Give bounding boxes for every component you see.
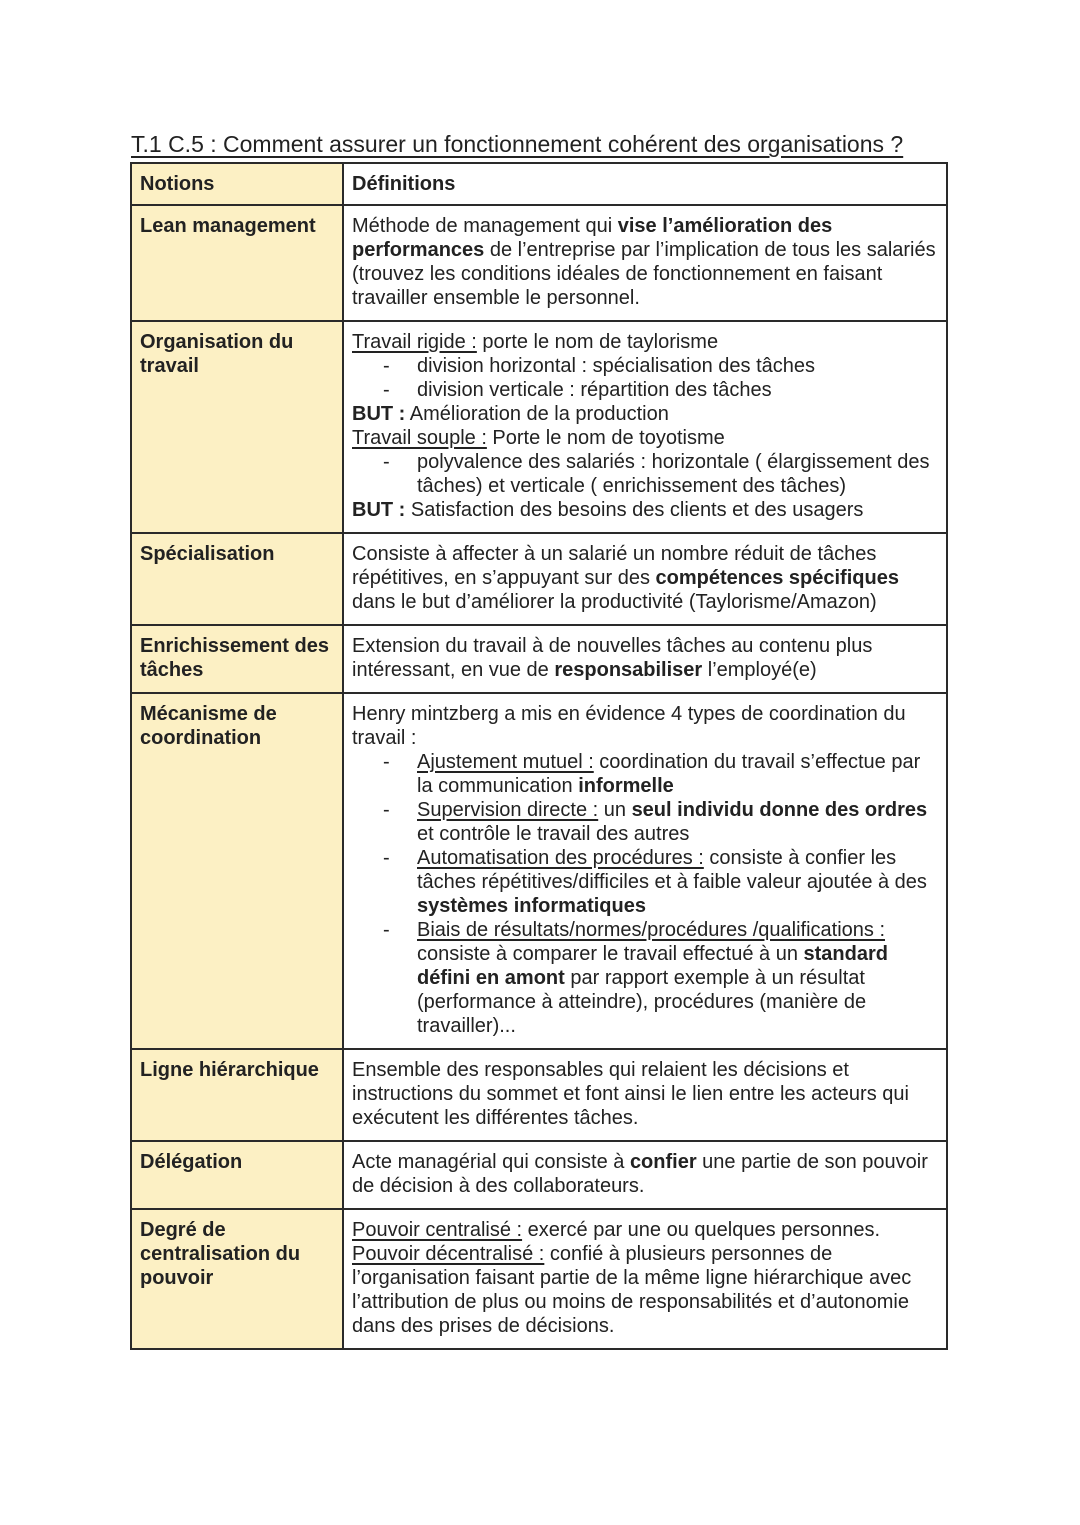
coordination-intro: Henry mintzberg a mis en évidence 4 types de coordination du travail : xyxy=(352,703,906,749)
goal-label: BUT : xyxy=(352,403,406,425)
list-item xyxy=(417,846,938,918)
decentralized-power-line xyxy=(352,1242,938,1338)
notion-cell: Spécialisation xyxy=(131,533,343,625)
notion-cell: Enrichissement des tâches xyxy=(131,625,343,693)
list-item: - division horizontal : spécialisation des tâches xyxy=(417,354,938,378)
underlined-text-segment: Supervision directe : xyxy=(417,799,599,821)
bold-text-segment: responsabiliser xyxy=(554,659,703,681)
text-segment: dans le but d’améliorer la productivité (Taylorisme/Amazon) xyxy=(352,591,877,613)
table-row xyxy=(131,1141,947,1209)
bold-text-segment: compétences spécifiques xyxy=(655,567,899,589)
table-row xyxy=(131,1049,947,1141)
notion-cell: Ligne hiérarchique xyxy=(131,1049,343,1141)
centralized-power-text: exercé par une ou quelques personnes. xyxy=(522,1219,881,1241)
definition-cell xyxy=(343,205,947,321)
definition-cell xyxy=(343,533,947,625)
underlined-text-segment: Biais de résultats/normes/procédures /qualifications : xyxy=(417,919,886,941)
decentralized-power-label: Pouvoir décentralisé : xyxy=(352,1243,545,1265)
table-row xyxy=(131,533,947,625)
notion-cell: Lean management xyxy=(131,205,343,321)
text-segment: consiste à comparer le travail effectué à un xyxy=(417,943,804,965)
centralized-power-line xyxy=(352,1218,938,1242)
table-header-row xyxy=(131,163,947,205)
text-segment: coordination du travail s’effectue par la communication xyxy=(417,751,921,797)
header-definitions: Définitions xyxy=(343,163,947,205)
goal-label: BUT : xyxy=(352,499,406,521)
definition-cell xyxy=(343,1049,947,1141)
flexible-work-line xyxy=(352,426,938,450)
definition-cell xyxy=(343,1209,947,1349)
centralized-power-label: Pouvoir centralisé : xyxy=(352,1219,523,1241)
table-row xyxy=(131,693,947,1049)
text-segment: et contrôle le travail des autres xyxy=(417,823,690,845)
text-segment: une partie de son pouvoir de décision à des collaborateurs. xyxy=(352,1151,928,1197)
underlined-text-segment: Automatisation des procédures : xyxy=(417,847,704,869)
notion-cell: Organisation du travail xyxy=(131,321,343,533)
bold-text-segment: systèmes informatiques xyxy=(417,895,646,917)
definition-cell xyxy=(343,693,947,1049)
text-segment: par rapport exemple à un résultat (performance à atteindre), procédures (manière de travailler)... xyxy=(417,967,867,1037)
header-notions: Notions xyxy=(131,163,343,205)
list-item xyxy=(417,918,938,1038)
text-segment: Acte managérial qui consiste à xyxy=(352,1151,630,1173)
rigid-work-list xyxy=(352,354,938,402)
rigid-work-text: porte le nom de taylorisme xyxy=(476,331,719,353)
page-title: T.1 C.5 : Comment assurer un fonctionnement cohérent des organisations ? xyxy=(131,131,904,157)
bold-text-segment: informelle xyxy=(578,775,674,797)
table-row xyxy=(131,1209,947,1349)
text-segment: consiste à confier les tâches répétitives/difficiles et à faible valeur ajoutée à des xyxy=(417,847,927,893)
bold-text-segment: vise l’amélioration des performances xyxy=(352,215,833,261)
table-row xyxy=(131,321,947,533)
text-segment: Extension du travail à de nouvelles tâches au contenu plus intéressant, en vue de xyxy=(352,635,873,681)
notion-cell: Délégation xyxy=(131,1141,343,1209)
list-item xyxy=(417,798,938,846)
list-item: - polyvalence des salariés : horizontale ( élargissement des tâches) et verticale ( enrichissement des tâches) xyxy=(417,450,938,498)
notions-table xyxy=(130,162,948,1350)
coordination-list xyxy=(352,750,938,1038)
decentralized-power-text: confié à plusieurs personnes de l’organisation faisant partie de la même ligne hiérarchique avec l’attribution de plus ou moins de responsabilités et d’autonomie dans des prises de décisions. xyxy=(352,1243,912,1337)
table-row xyxy=(131,625,947,693)
bold-text-segment: seul individu donne des ordres xyxy=(631,799,928,821)
text-segment: un xyxy=(598,799,632,821)
notion-cell: Degré de centralisation du pouvoir xyxy=(131,1209,343,1349)
text-segment: l’employé(e) xyxy=(702,659,817,681)
notion-cell: Mécanisme de coordination xyxy=(131,693,343,1049)
table-row xyxy=(131,205,947,321)
goal-line xyxy=(352,498,938,522)
flexible-work-list xyxy=(352,450,938,498)
underlined-text-segment: Ajustement mutuel : xyxy=(417,751,594,773)
definition-cell xyxy=(343,625,947,693)
flexible-work-text: Porte le nom de toyotisme xyxy=(486,427,725,449)
list-item: - division verticale : répartition des tâches xyxy=(417,378,938,402)
definition-cell xyxy=(343,1141,947,1209)
goal-text: Amélioration de la production xyxy=(405,403,669,425)
text-segment: de l’entreprise par l’implication de tous les salariés (trouvez les conditions idéales de fonctionnement en faisant travailler ensemble le personnel. xyxy=(352,239,936,309)
bold-text-segment: confier xyxy=(629,1151,697,1173)
list-item xyxy=(417,750,938,798)
goal-text: Satisfaction des besoins des clients et des usagers xyxy=(405,499,864,521)
rigid-work-label: Travail rigide : xyxy=(352,331,477,353)
text-segment: Consiste à affecter à un salarié un nombre réduit de tâches répétitives, en s’appuyant sur des xyxy=(352,543,877,589)
text-segment: Ensemble des responsables qui relaient les décisions et instructions du sommet et font ainsi le lien entre les acteurs qui exécutent les différentes tâches. xyxy=(352,1059,909,1129)
rigid-work-line xyxy=(352,330,938,354)
definition-cell xyxy=(343,321,947,533)
bold-text-segment: standard défini en amont xyxy=(417,943,888,989)
flexible-work-label: Travail souple : xyxy=(352,427,487,449)
text-segment: Méthode de management qui xyxy=(352,215,618,237)
goal-line xyxy=(352,402,938,426)
